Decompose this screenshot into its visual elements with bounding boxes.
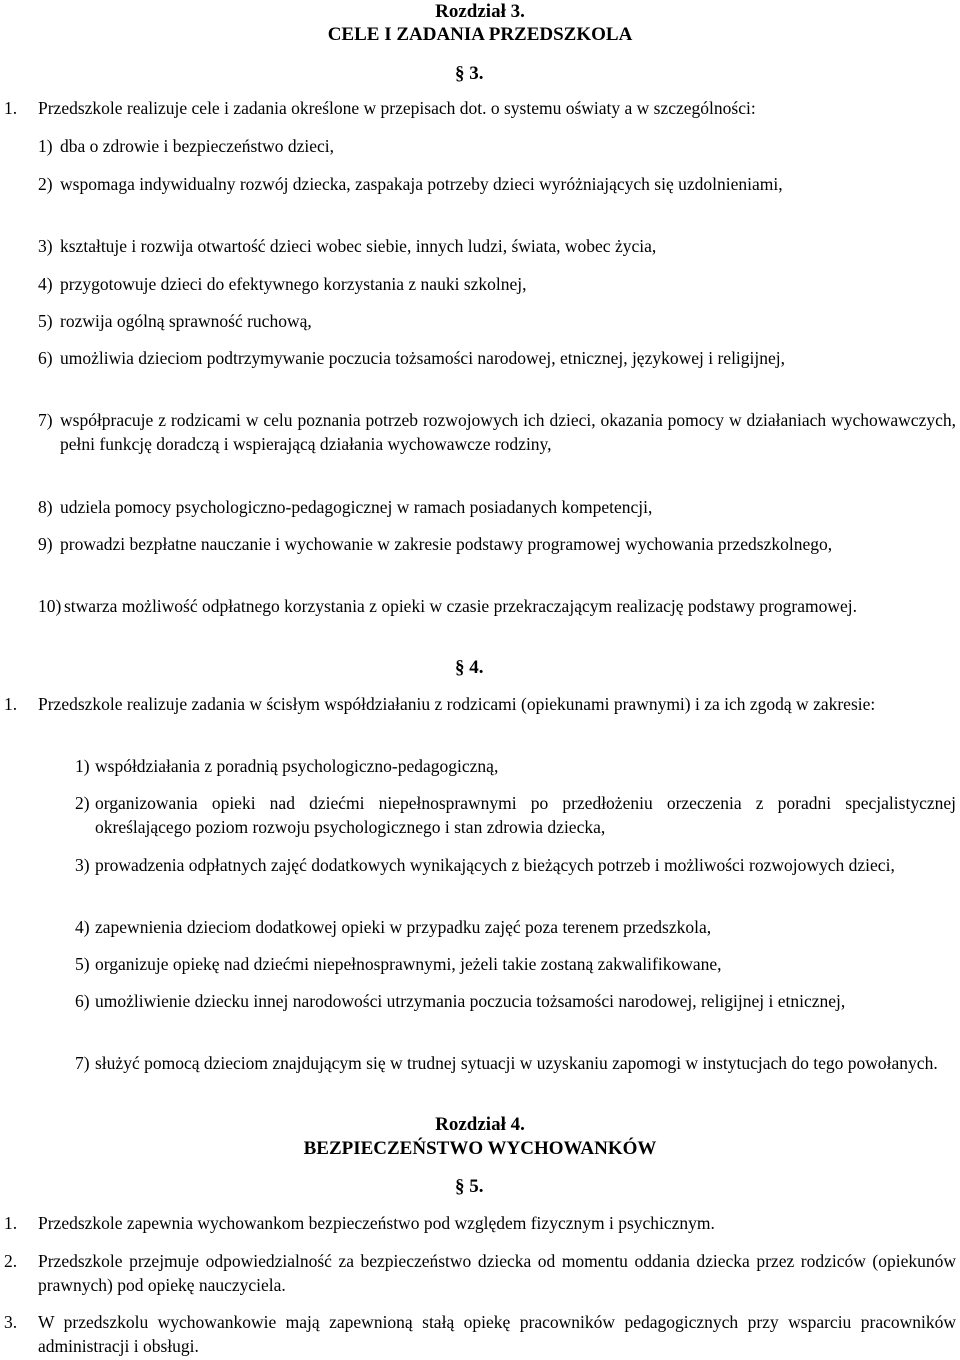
sec4-item: [75, 791, 956, 839]
sec3-item: [38, 532, 956, 556]
item-text: przygotowuje dzieci do efektywnego korzystania z nauki szkolnej,: [60, 274, 527, 294]
item-number: 8): [38, 497, 53, 517]
item-number: 10): [38, 596, 62, 616]
chapter-4-heading: Rozdział 4.: [435, 1114, 525, 1135]
sec5-point-text: W przedszkolu wychowankowie mają zapewnioną stałą opiekę pracowników pedagogicznych przy wsparciu pracowników administracji i obsługi.: [38, 1312, 956, 1356]
item-text: organizowania opieki nad dziećmi niepełnosprawnymi po przedłożeniu orzeczenia z poradni specjalistycznej określającego poziom rozwoju psychologicznego i stan zdrowia dziecka,: [95, 793, 956, 837]
chapter-4-title: BEZPIECZEŃSTWO WYCHOWANKÓW: [303, 1138, 657, 1159]
item-number: 4): [75, 917, 90, 937]
sec3-item: [38, 346, 956, 370]
sec5-point-text: Przedszkole zapewnia wychowankom bezpieczeństwo pod względem fizycznym i psychicznym.: [38, 1213, 715, 1233]
section-3-label: § 3.: [455, 63, 484, 84]
sec3-point-1-number: 1.: [4, 98, 18, 118]
item-text: stwarza możliwość odpłatnego korzystania z opieki w czasie przekraczającym realizację podstawy programowej.: [64, 596, 857, 616]
item-text: służyć pomocą dzieciom znajdującym się w trudnej sytuacji w uzyskaniu zapomogi w instytucjach do tego powołanych.: [95, 1053, 938, 1073]
sec4-item: [75, 915, 956, 939]
section-5-label: § 5.: [455, 1176, 484, 1197]
section-4-label: § 4.: [455, 657, 484, 678]
item-text: wspomaga indywidualny rozwój dziecka, zaspakaja potrzeby dzieci wyróżniających się uzdolnieniami,: [60, 174, 783, 194]
sec3-item: [38, 172, 956, 196]
sec4-point-1-text: Przedszkole realizuje zadania w ścisłym współdziałaniu z rodzicami (opiekunami prawnymi) i za ich zgodą w zakresie:: [38, 694, 876, 714]
item-text: rozwija ogólną sprawność ruchową,: [60, 311, 312, 331]
item-number: 7): [75, 1053, 90, 1073]
item-text: współdziałania z poradnią psychologiczno-pedagogiczną,: [95, 756, 499, 776]
item-text: umożliwienie dziecku innej narodowości utrzymania poczucia tożsamości narodowej, religijnej i etnicznej,: [95, 991, 846, 1011]
item-text: umożliwia dzieciom podtrzymywanie poczucia tożsamości narodowej, etnicznej, językowej i religijnej,: [60, 348, 786, 368]
item-text: organizuje opiekę nad dziećmi niepełnosprawnymi, jeżeli takie zostaną zakwalifikowane,: [95, 954, 722, 974]
item-number: 3): [75, 855, 90, 875]
sec5-point-text: Przedszkole przejmuje odpowiedzialność za bezpieczeństwo dziecka od momentu oddania dziecka przez rodziców (opiekunów prawnych) pod opiekę nauczyciela.: [38, 1251, 956, 1295]
sec3-item: [38, 495, 956, 519]
item-number: 6): [75, 991, 90, 1011]
item-number: 3): [38, 236, 53, 256]
item-text: prowadzi bezpłatne nauczanie i wychowanie w zakresie podstawy programowej wychowania przedszkolnego,: [60, 534, 833, 554]
sec3-item: [38, 272, 956, 296]
sec4-item: [75, 754, 956, 778]
item-text: kształtuje i rozwija otwartość dzieci wobec siebie, innych ludzi, świata, wobec życia,: [60, 236, 657, 256]
item-number: 1): [38, 136, 53, 156]
sec5-point-number: 3.: [4, 1312, 18, 1332]
sec4-item: [75, 1051, 956, 1075]
item-number: 4): [38, 274, 53, 294]
item-number: 9): [38, 534, 53, 554]
item-text: udziela pomocy psychologiczno-pedagogicznej w ramach posiadanych kompetencji,: [60, 497, 653, 517]
item-text: zapewnienia dzieciom dodatkowej opieki w przypadku zajęć poza terenem przedszkola,: [95, 917, 712, 937]
sec5-point-number: 1.: [4, 1213, 18, 1233]
item-number: 1): [75, 756, 90, 776]
item-number: 5): [38, 311, 53, 331]
item-text: dba o zdrowie i bezpieczeństwo dzieci,: [60, 136, 335, 156]
item-number: 2): [38, 174, 53, 194]
item-number: 5): [75, 954, 90, 974]
chapter-3-heading: Rozdział 3.: [435, 1, 525, 22]
sec4-item: [75, 989, 956, 1013]
item-number: 2): [75, 793, 90, 813]
chapter-3-title: CELE I ZADANIA PRZEDSZKOLA: [327, 24, 633, 45]
sec4-point-1-number: 1.: [4, 694, 18, 714]
sec4-item: [75, 853, 956, 877]
sec4-item: [75, 952, 956, 976]
sec3-item: [38, 408, 956, 456]
sec3-item: [38, 234, 956, 258]
sec3-point-1-text: Przedszkole realizuje cele i zadania określone w przepisach dot. o systemu oświaty a w szczególności:: [38, 98, 756, 118]
sec3-item: [38, 309, 956, 333]
sec3-item: [38, 594, 956, 618]
item-text: współpracuje z rodzicami w celu poznania potrzeb rozwojowych ich dzieci, okazania pomocy w działaniach wychowawczych, pełni funkcję doradczą i wspierającą działania wychowawcze rodziny,: [60, 410, 956, 454]
item-number: 7): [38, 410, 53, 430]
item-number: 6): [38, 348, 53, 368]
sec5-point-number: 2.: [4, 1251, 18, 1271]
sec3-item: [38, 134, 956, 158]
item-text: prowadzenia odpłatnych zajęć dodatkowych wynikających z bieżących potrzeb i możliwości rozwojowych dzieci,: [95, 855, 895, 875]
